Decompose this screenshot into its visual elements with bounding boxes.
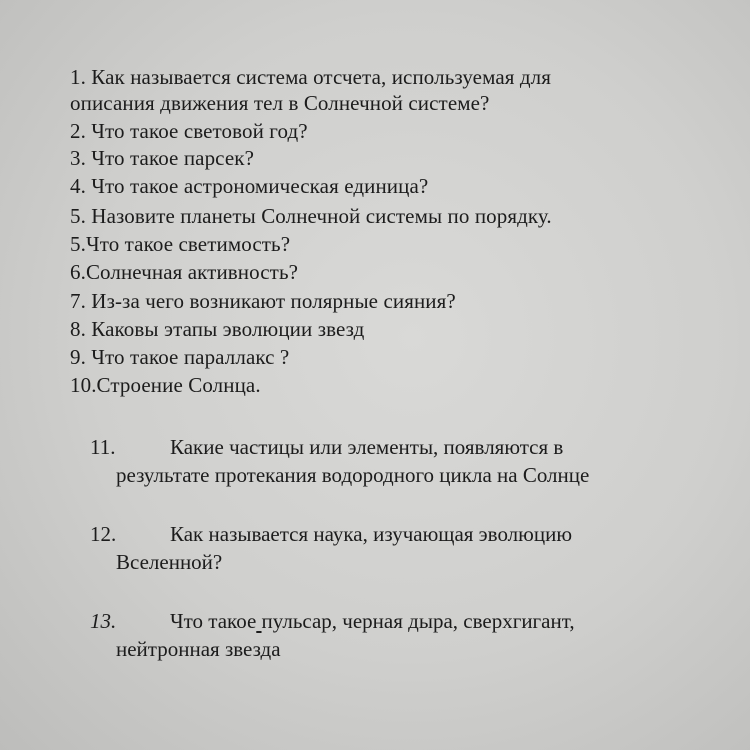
question-13-line-2: нейтронная звезда xyxy=(116,637,281,661)
question-12-line-2: Вселенной? xyxy=(116,550,223,574)
question-6: 6.Солнечная активность? xyxy=(70,260,299,284)
question-13 xyxy=(90,607,575,663)
question-12-number: 12. xyxy=(90,522,117,546)
question-12 xyxy=(90,520,572,576)
question-13-number: 13. xyxy=(90,609,117,633)
question-13-line-1a: Что такое xyxy=(170,609,257,633)
question-2: 2. Что такое световой год? xyxy=(70,119,308,143)
question-11-line-1: Какие частицы или элементы, появляются в xyxy=(170,435,564,459)
question-5: 5. Назовите планеты Солнечной системы по порядку. xyxy=(70,204,552,228)
question-13-line-1b: пульсар, черная дыра, сверхгигант, xyxy=(261,609,575,633)
question-11-number: 11. xyxy=(90,435,116,459)
question-11-line-2: результате протекания водородного цикла на Солнце xyxy=(116,463,590,487)
question-12-line-1: Как называется наука, изучающая эволюцию xyxy=(170,522,573,546)
question-3: 3. Что такое парсек? xyxy=(70,146,254,170)
question-1-line-1: 1. Как называется система отсчета, используемая для xyxy=(70,65,551,89)
question-9: 9. Что такое параллакс ? xyxy=(70,345,290,369)
question-4: 4. Что такое астрономическая единица? xyxy=(70,174,429,198)
question-11 xyxy=(90,433,589,489)
question-10: 10.Строение Солнца. xyxy=(70,373,261,397)
question-5b: 5.Что такое светимость? xyxy=(70,232,291,256)
question-7: 7. Из-за чего возникают полярные сияния? xyxy=(70,289,456,313)
question-1-line-2: описания движения тел в Солнечной системе? xyxy=(70,91,490,115)
question-8: 8. Каковы этапы эволюции звезд xyxy=(70,317,365,341)
